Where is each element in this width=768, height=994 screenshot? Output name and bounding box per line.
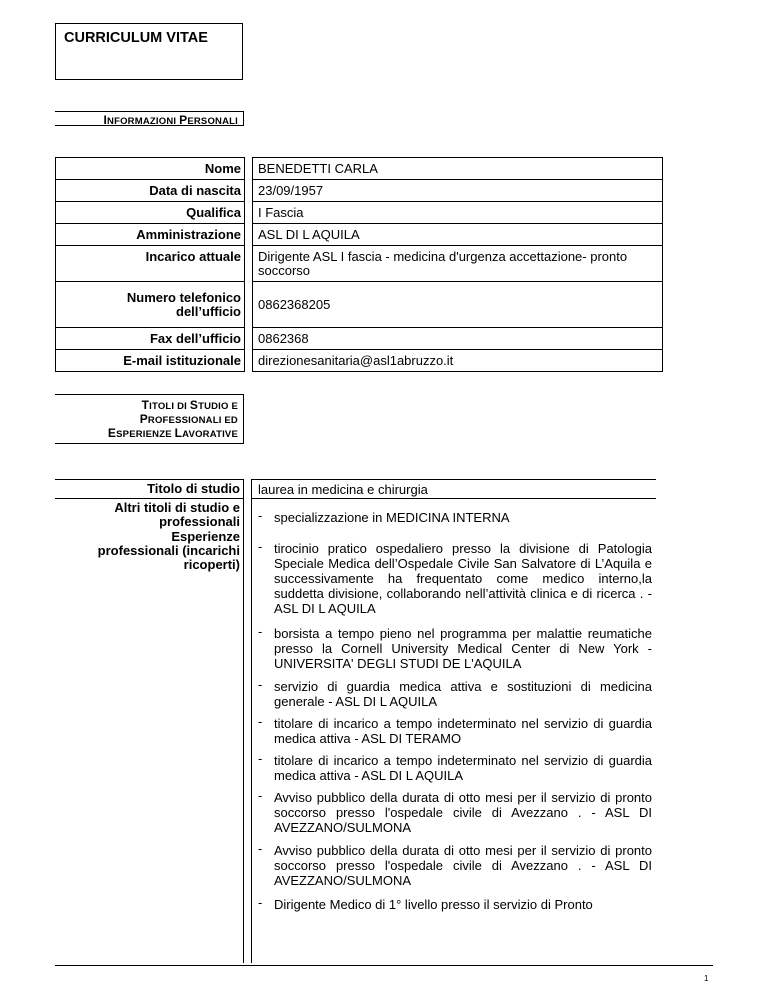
list-item: - titolare di incarico a tempo indeterminato nel servizio di guardia medica attiva - ASL DI L AQUILA [258, 751, 652, 783]
page-number: 1 [704, 974, 709, 983]
info-label: Nome [56, 158, 245, 180]
studies-label-column [55, 479, 244, 963]
info-label: Data di nascita [56, 180, 245, 202]
info-row-email [56, 350, 663, 372]
info-row-telefono [56, 282, 663, 328]
esperienze-label: Esperienze professionali (incarichi ricoperti) [97, 529, 240, 572]
personal-info-heading: INFORMAZIONI PERSONALI [55, 111, 244, 126]
info-label: Qualifica [56, 202, 245, 224]
info-value: Dirigente ASL I fascia - medicina d'urgenza accettazione- pronto soccorso [253, 246, 663, 282]
info-label: Fax dell’ufficio [56, 328, 245, 350]
info-value: 0862368 [253, 328, 663, 350]
list-item: - servizio di guardia medica attiva e sostituzioni di medicina generale - ASL DI L AQUILA [258, 677, 652, 709]
document-title: CURRICULUM VITAE [64, 30, 208, 46]
studies-value-column [251, 479, 656, 963]
info-label: E-mail istituzionale [56, 350, 245, 372]
info-label: Amministrazione [56, 224, 245, 246]
list-item: - titolare di incarico a tempo indeterminato nel servizio di guardia medica attiva - ASL DI TERAMO [258, 714, 652, 746]
list-item: - Dirigente Medico di 1° livello presso il servizio di Pronto [258, 895, 593, 912]
personal-info-table [55, 157, 663, 372]
info-row-birthdate [56, 180, 663, 202]
studies-heading: TITOLI DI STUDIO E PROFESSIONALI ED ESPERIENZE LAVORATIVE [55, 394, 244, 444]
title-box [55, 23, 243, 80]
info-value: I Fascia [253, 202, 663, 224]
list-item: - borsista a tempo pieno nel programma per malattie reumatiche presso la Cornell University Medical Center di New York - UNIVERSITA' DEGLI STUDI DE L'AQUILA [258, 624, 652, 671]
list-item: - specializzazione in MEDICINA INTERNA [258, 508, 510, 525]
list-item: - Avviso pubblico della durata di otto mesi per il servizio di pronto soccorso presso l'ospedale civile di Avezzano . - ASL DI AVEZZANO/SULMONA [258, 788, 652, 835]
info-row-qualifica [56, 202, 663, 224]
info-value: BENEDETTI CARLA [253, 158, 663, 180]
info-row-incarico [56, 246, 663, 282]
altri-titoli-label: Altri titoli di studio e professionali [114, 500, 240, 529]
titolo-value: laurea in medicina e chirurgia [258, 482, 428, 497]
list-item: - tirocinio pratico ospedaliero presso la divisione di Patologia Speciale Medica dell’Ospedale Civile San Salvatore di L’Aquila e successivamente ha frequentato come medico interno,la suddetta divisione, collaborando nell’attività clinica e di ricerca . - ASL DI L AQUILA [258, 539, 652, 616]
info-label: Numero telefonico dell’ufficio [56, 282, 245, 328]
info-row-amministrazione [56, 224, 663, 246]
info-value: direzionesanitaria@asl1abruzzo.it [253, 350, 663, 372]
info-value: 23/09/1957 [253, 180, 663, 202]
info-value: ASL DI L AQUILA [253, 224, 663, 246]
info-value: 0862368205 [253, 282, 663, 328]
info-row-fax [56, 328, 663, 350]
studies-table [55, 479, 656, 963]
titolo-label: Titolo di studio [147, 481, 240, 496]
info-row-nome [56, 158, 663, 180]
info-label: Incarico attuale [56, 246, 245, 282]
footer-rule [55, 965, 713, 966]
list-item: - Avviso pubblico della durata di otto mesi per il servizio di pronto soccorso presso l'ospedale civile di Avezzano . - ASL DI AVEZZANO/SULMONA [258, 841, 652, 888]
